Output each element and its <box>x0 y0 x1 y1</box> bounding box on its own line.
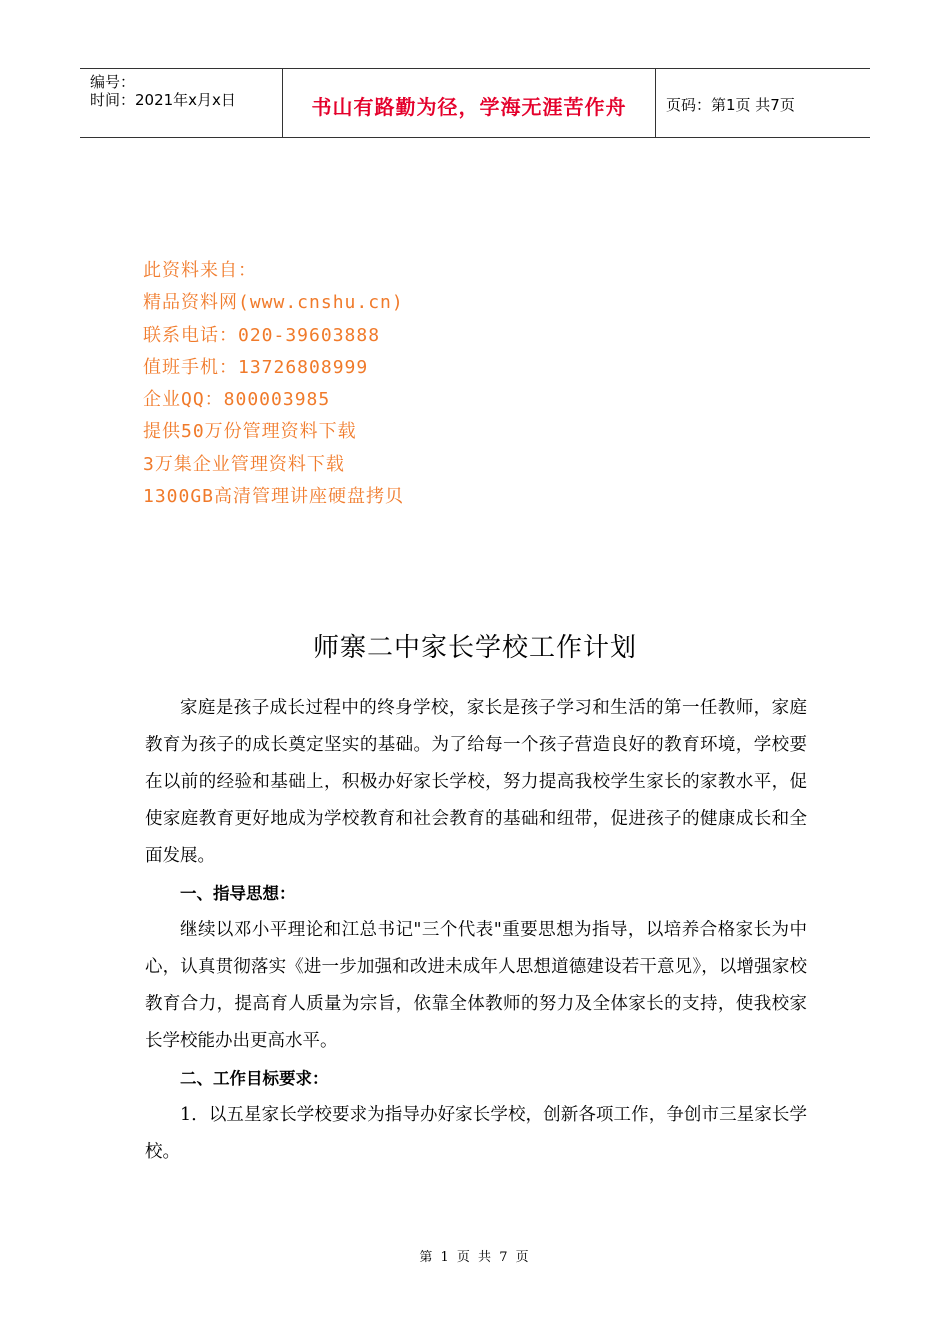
source-line: 提供50万份管理资料下载 <box>143 421 357 443</box>
header-meta-cell <box>80 69 282 137</box>
source-mobile: 值班手机：13726808999 <box>143 356 369 378</box>
header-table <box>80 68 870 138</box>
source-phone: 联系电话：020-39603888 <box>143 324 381 346</box>
page-code: 页码：第1页 共7页 <box>666 96 795 114</box>
motto: 书山有路勤为径，学海无涯苦作舟 <box>311 95 627 119</box>
paragraph: 家庭是孩子成长过程中的终身学校，家长是孩子学习和生活的第一任教师，家庭教育为孩子的成长奠定坚实的基础。为了给每一个孩子营造良好的教育环境，学校要在以前的经验和基础上，积极办好家长学校，努力提高我校学生家长的家教水平，促使家庭教育更好地成为学校教育和社会教育的基础和纽带，促进孩子的健康成长和全面发展。 <box>145 698 807 866</box>
source-website: 精品资料网(www.cnshu.cn) <box>143 292 404 314</box>
paragraph: 1．以五星家长学校要求为指导办好家长学校，创新各项工作，争创市三星家长学校。 <box>145 1105 807 1162</box>
document-body <box>145 690 807 1171</box>
date-label: 时间：2021年x月x日 <box>90 91 236 109</box>
source-line: 此资料来自： <box>143 260 257 281</box>
number-label: 编号： <box>90 73 136 91</box>
source-line: 3万集企业管理资料下载 <box>143 453 345 475</box>
header-motto-cell <box>282 69 656 137</box>
source-info <box>143 255 404 513</box>
source-line: 1300GB高清管理讲座硬盘拷贝 <box>143 486 405 508</box>
section-heading: 一、指导思想： <box>180 884 296 903</box>
source-qq: 企业QQ：800003985 <box>143 389 331 411</box>
page-footer: 第 1 页 共 7 页 <box>419 1250 531 1265</box>
header-page-cell <box>656 69 870 137</box>
section-heading: 二、工作目标要求： <box>180 1069 329 1088</box>
document-title: 师寨二中家长学校工作计划 <box>312 633 637 663</box>
paragraph: 继续以邓小平理论和江总书记"三个代表"重要思想为指导，以培养合格家长为中心，认真贯彻落实《进一步加强和改进未成年人思想道德建设若干意见》，以增强家校教育合力，提高育人质量为宗旨，依靠全体教师的努力及全体家长的支持，使我校家长学校能办出更高水平。 <box>145 920 807 1051</box>
